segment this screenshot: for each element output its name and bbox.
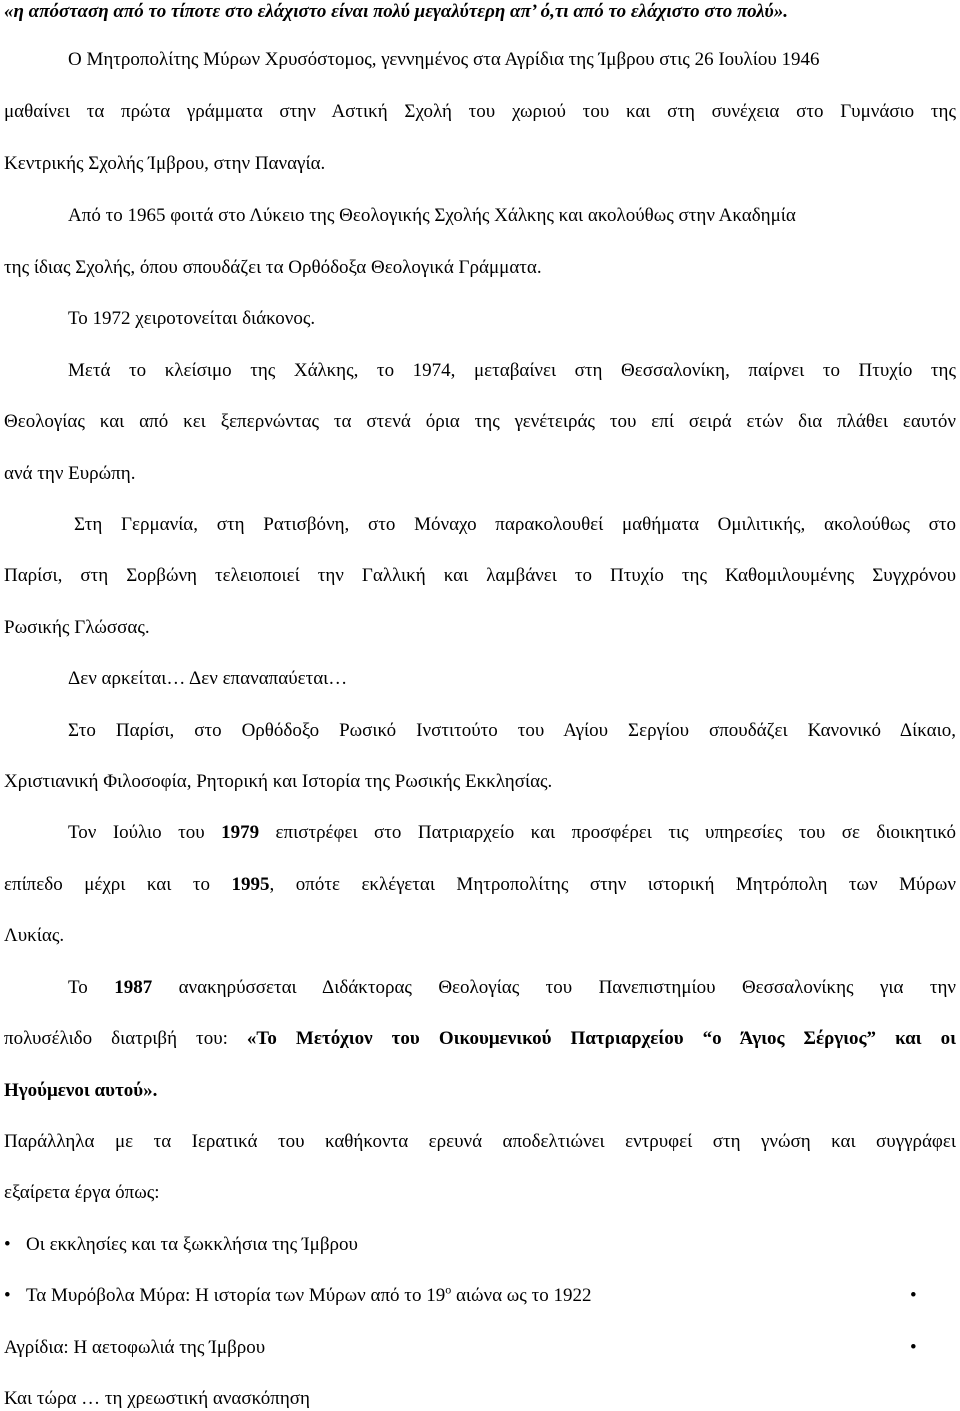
list-item <box>4 1284 956 1308</box>
paragraph-line: Παρίσι, στη Σορβώνη τελειοποιεί την Γαλλική και λαμβάνει το Πτυχίο της Καθομιλουμένης Συγχρόνου <box>4 565 956 586</box>
paragraph-line: Μετά το κλείσιμο της Χάλκης, το 1974, μεταβαίνει στη Θεσσαλονίκη, παίρνει το Πτυχίο της <box>68 360 956 381</box>
text: , οπότε εκλέγεται Μητροπολίτης στην ιστορική Μητρόπολη των Μύρων <box>269 874 956 895</box>
paragraph-line: Παράλληλα με τα Ιερατικά του καθήκοντα ερευνά αποδελτιώνει εντρυφεί στη γνώση και συγγράφει <box>4 1131 956 1152</box>
paragraph-line: της ίδιας Σχολής, όπου σπουδάζει τα Ορθόδοξα Θεολογικά Γράμματα. <box>4 257 542 278</box>
paragraph-line: Ο Μητροπολίτης Μύρων Χρυσόστομος, γεννημένος στα Αγρίδια της Ίμβρου στις 26 Ιουλίου 1946 <box>68 49 820 70</box>
text: πολυσέλιδο διατριβή του: <box>4 1028 247 1049</box>
paragraph-line: Το 1972 χειροτονείται διάκονος. <box>68 308 316 329</box>
paragraph-line: Λυκίας. <box>4 925 65 946</box>
list-item-text: Και τώρα … τη χρεωστική ανασκόπηση <box>4 1388 310 1409</box>
year: 1995 <box>231 874 270 895</box>
list-item-text: αιώνα ως το 1922 <box>451 1285 592 1306</box>
paragraph-line: εξαίρετα έργα όπως: <box>4 1182 160 1203</box>
text: Τον Ιούλιο του <box>68 822 222 843</box>
year: 1979 <box>221 822 260 843</box>
paragraph-line: Από το 1965 φοιτά στο Λύκειο της Θεολογικής Σχολής Χάλκης και ακολούθως στην Ακαδημία <box>68 205 796 226</box>
thesis-title: Ηγούμενοι αυτού». <box>4 1080 158 1101</box>
paragraph-line: Θεολογίας και από κει ξεπερνώντας τα στενά όρια της γενέτειράς του επί σειρά ετών δια πλάθει εαυτόν <box>4 411 956 432</box>
bullet-icon: • <box>4 1234 11 1255</box>
paragraph-line: Χριστιανική Φιλοσοφία, Ρητορική και Ιστορία της Ρωσικής Εκκλησίας. <box>4 771 553 792</box>
paragraph-line <box>4 1027 956 1051</box>
paragraph-line: Στη Γερμανία, στη Ρατισβόνη, στο Μόναχο παρακολουθεί μαθήματα Ομιλιτικής, ακολούθως στο <box>74 514 956 535</box>
list-item-text: Οι εκκλησίες και τα ξωκκλήσια της Ίμβρου <box>26 1234 358 1255</box>
bullet-icon: • <box>4 1285 11 1306</box>
paragraph-line <box>4 1079 956 1103</box>
year: 1987 <box>114 977 153 998</box>
paragraph-line <box>4 873 956 897</box>
list-item-text: Τα Μυρόβολα Μύρα: Η ιστορία των Μύρων από το 19 <box>26 1285 446 1306</box>
paragraph-line: Δεν αρκείται… Δεν επαναπαύεται… <box>68 668 348 689</box>
paragraph-line <box>68 821 956 845</box>
list-item <box>4 1233 956 1257</box>
text: Το <box>68 977 115 998</box>
opening-quote: «η απόσταση από το τίποτε στο ελάχιστο είναι πολύ μεγαλύτερη απ’ ό,τι από το ελάχιστο στο πολύ». <box>4 1 788 22</box>
superscript: ο <box>445 1282 452 1297</box>
paragraph-line <box>68 976 956 1000</box>
bullet-icon: • <box>910 1337 917 1358</box>
bullet-icon: • <box>910 1285 917 1306</box>
list-item-text: Αγρίδια: Η αετοφωλιά της Ίμβρου <box>4 1337 266 1358</box>
text: επίπεδο μέχρι και το <box>4 874 232 895</box>
paragraph-line: ανά την Ευρώπη. <box>4 463 136 484</box>
paragraph-line: Στο Παρίσι, στο Ορθόδοξο Ρωσικό Ινστιτούτο του Αγίου Σεργίου σπουδάζει Κανονικό Δίκαιο, <box>68 720 956 741</box>
paragraph-line: μαθαίνει τα πρώτα γράμματα στην Αστική Σχολή του χωριού του και στη συνέχεια στο Γυμνάσιο της <box>4 101 956 122</box>
text: ανακηρύσσεται Διδάκτορας Θεολογίας του Πανεπιστημίου Θεσσαλονίκης για την <box>152 977 956 998</box>
text: επιστρέφει στο Πατριαρχείο και προσφέρει τις υπηρεσίες του σε διοικητικό <box>259 822 956 843</box>
thesis-title: «Το Μετόχιον του Οικουμενικού Πατριαρχείου “ο Άγιος Σέργιος” και οι <box>246 1028 956 1049</box>
paragraph-line: Κεντρικής Σχολής Ίμβρου, στην Παναγία. <box>4 153 326 174</box>
paragraph-line: Ρωσικής Γλώσσας. <box>4 617 150 638</box>
